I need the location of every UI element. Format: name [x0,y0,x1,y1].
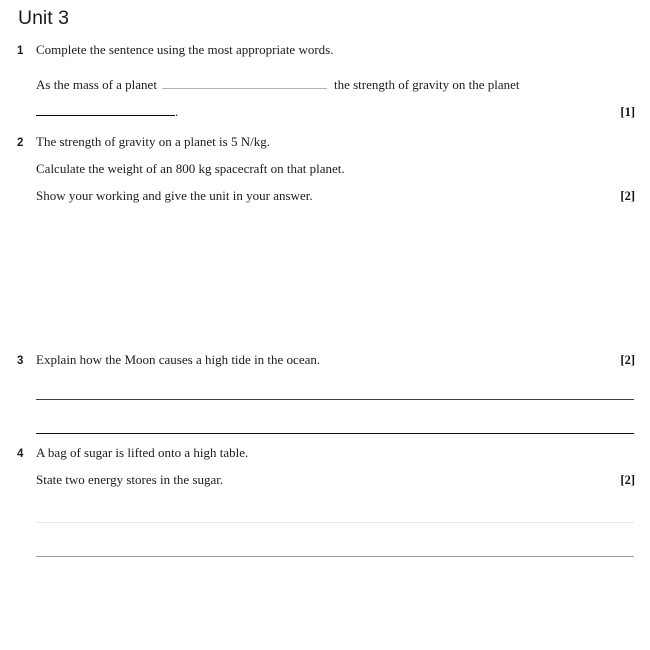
answer-line [36,522,634,523]
question-2-number: 2 [17,137,24,149]
question-4-line-1-row [17,445,635,462]
question-3-prompt: Explain how the Moon causes a high tide in the ocean. [36,352,321,367]
question-1-terminator: . [175,104,179,119]
question-3-prompt-row [17,352,635,369]
question-1-fill-suffix: the strength of gravity on the planet [333,77,520,92]
question-1-prompt-row [17,42,635,59]
question-4-line-1: A bag of sugar is lifted onto a high table. [36,445,249,460]
question-3-number: 3 [17,355,24,367]
question-2-line-3-row [17,188,635,204]
question-2-line-1-row [17,134,635,151]
question-2-line-1: The strength of gravity on a planet is 5 N/kg. [36,134,270,149]
question-2-line-2: Calculate the weight of an 800 kg spacecraft on that planet. [36,161,345,176]
question-4-line-2: State two energy stores in the sugar. [36,472,224,487]
question-4-line-2-row [17,472,635,488]
question-4-marks-badge: [2] [620,473,635,487]
question-4-number: 4 [17,448,24,460]
question-1-prompt: Complete the sentence using the most appropriate words. [36,42,334,57]
question-3-marks-badge: [2] [620,353,635,367]
answer-line [36,399,634,400]
fill-in-blank-1 [162,88,327,89]
question-2-line-2-row [17,161,635,177]
page-title: Unit 3 [18,7,69,29]
answer-line [36,556,634,557]
question-1-fill-prefix: As the mass of a planet [36,77,157,92]
question-1-sentence-row [17,77,635,93]
fill-in-blank-2 [36,115,175,116]
question-2-line-3: Show your working and give the unit in your answer. [36,188,313,203]
answer-line [36,433,634,434]
question-1-marks-badge: [1] [620,105,635,119]
question-1-blank-row [17,104,635,120]
question-2-marks-badge: [2] [620,189,635,203]
question-1-number: 1 [17,45,24,57]
